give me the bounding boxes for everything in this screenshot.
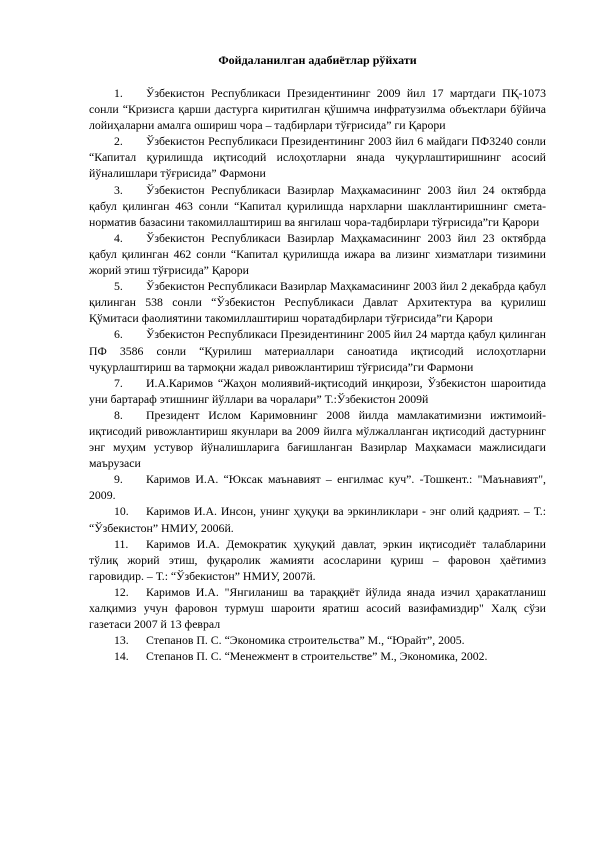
reference-text: И.А.Каримов “Жаҳон молиявий-иқтисодий инқирози, Ўзбекистон шароитида уни бартараф этишнинг йўллари ва чоралари” Т.:Ўзбекистон 2009й <box>89 375 546 406</box>
page-title: Фойдаланилган адабиётлар рўйхати <box>218 53 417 67</box>
reference-number: 12. <box>114 584 129 599</box>
reference-text: Ўзбекистон Республикаси Вазирлар Маҳкамасининг 2003 йил 2 декабрда қабул қилинган 538 сонли “Ўзбекистон Республикаси Давлат Архитектура ва қурилиш Қўмитаси фаолиятини такомиллаштириш чоратадбирлари тўғрисида”ги Қарори <box>89 279 546 326</box>
reference-text: Каримов И.А. Демократик ҳуқуқий давлат, эркин иқтисодиёт талабларини тўлиқ жорий этиш, фуқаролик жамияти асосларини қуриш – фаровон ҳаётимиз гаровидир. – Т.: “Ўзбекистон” НМИУ, 2007й. <box>89 536 546 583</box>
reference-number: 2. <box>114 134 123 149</box>
reference-number: 8. <box>114 407 123 422</box>
reference-number: 11. <box>114 536 129 551</box>
reference-text: Ўзбекистон Республикаси Президентининг 2005 йил 24 мартда қабул қилинган ПФ 3586 сонли “Қурилиш материаллари саноатида иқтисодий ислоҳотларни чуқурлаштириш ва тармоқни жадал ривожлантириш тўғрисида”ги Фармони <box>89 327 546 374</box>
reference-text: Ўзбекистон Республикаси Президентининг 2003 йил 6 майдаги ПФ3240 сонли “Капитал қурилишда иқтисодий ислоҳотларни янада чуқурлаштиришнинг асосий йўналишлари тўғрисида” Фармони <box>89 134 546 181</box>
reference-list <box>89 85 546 664</box>
reference-item <box>89 85 546 133</box>
reference-number: 5. <box>114 279 123 294</box>
reference-text: Ўзбекистон Республикаси Вазирлар Маҳкамасининг 2003 йил 23 октябрда қабул қилинган 462 сонли “Капитал қурилишда ижара ва лизинг хизматлари тизимини жорий этиш тўғрисида” Қарори <box>89 230 546 278</box>
reference-item <box>89 584 546 632</box>
reference-item <box>89 536 546 584</box>
reference-text: Степанов П. С. “Менежмент в строительстве” М., Экономика, 2002. <box>146 649 488 664</box>
document-page <box>89 52 546 664</box>
reference-item <box>89 471 546 503</box>
reference-text: Каримов И.А. “Юксак маънавият – енгилмас куч”. -Тошкент.: "Маънавият", 2009. <box>89 472 546 503</box>
reference-text: Ўзбекистон Республикаси Вазирлар Маҳкамасининг 2003 йил 24 октябрда қабул қилинган 463 сонли “Капитал қурилишда нархларни шакллантиришнинг смета-норматив базасини такомиллаштириш ва янгилаш чора-тадбирлари тўғрисида”ги Қарори <box>89 182 546 229</box>
reference-number: 13. <box>114 633 129 648</box>
reference-item <box>89 326 546 374</box>
reference-number: 6. <box>114 327 123 342</box>
reference-text: Президент Ислом Каримовнинг 2008 йилда мамлакатимизни ижтимоий-иқтисодий ривожлантириш якунлари ва 2009 йилга мўлжалланган иқтисодий дастурнинг энг муҳим устувор йўналишларига бағишланган Вазирлар Маҳкамаси мажлисидаги маърузаси <box>89 407 546 471</box>
reference-number: 9. <box>114 472 123 487</box>
reference-item <box>89 503 546 535</box>
reference-item <box>89 133 546 181</box>
reference-text: Каримов И.А. "Янгиланиш ва тараққиёт йўлида янада изчил ҳаракатланиш халқимиз учун фаровон турмуш шароити яратиш асосий вазифамиздир" Халқ сўзи газетаси 2007 й 13 феврал <box>89 584 546 632</box>
reference-number: 1. <box>114 86 123 100</box>
reference-number: 3. <box>114 182 123 197</box>
reference-item <box>89 648 546 664</box>
reference-number: 14. <box>114 649 129 664</box>
reference-text: Степанов П. С. “Экономика строительства” М., “Юрайт”, 2005. <box>146 633 465 648</box>
reference-item <box>89 375 546 407</box>
reference-item <box>89 632 546 648</box>
reference-text: Каримов И.А. Инсон, унинг ҳуқуқи ва эркинликлари - энг олий қадрият. – Т.: “Ўзбекистон” НМИУ, 2006й. <box>89 504 546 535</box>
reference-number: 10. <box>114 504 129 519</box>
reference-number: 7. <box>114 375 123 390</box>
reference-number: 4. <box>114 230 123 245</box>
reference-item <box>89 407 546 471</box>
reference-text: Ўзбекистон Республикаси Президентининг 2009 йил 17 мартдаги ПҚ-1073 сонли “Кризисга қарши дастурга киритилган қўшимча инфратузилма объектлари бўйича лойиҳаларни амалга ошириш чора – тадбирлари тўғрисида” ги Қарори <box>89 86 546 133</box>
reference-item <box>89 182 546 230</box>
reference-item <box>89 230 546 278</box>
reference-item <box>89 278 546 326</box>
